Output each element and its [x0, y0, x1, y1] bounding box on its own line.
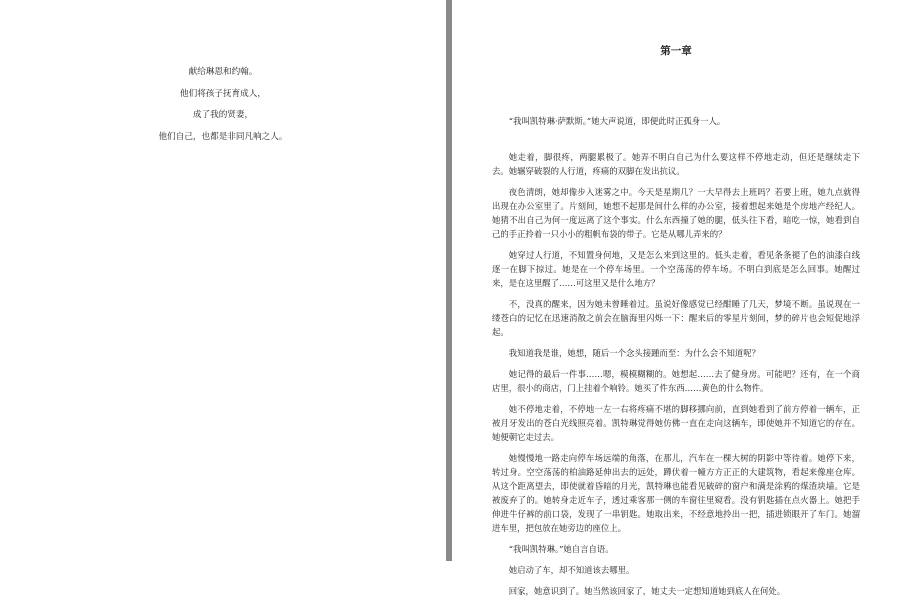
right-page: [452, 0, 900, 596]
paragraph: 她慢慢地一路走向停车场远端的角落，在那儿，汽车在一棵大树的阴影中等待着。她停下来，转过身。空空荡荡的柏油路延伸出去的远处，蹲伏着一幢方方正正的大建筑物，看起来像座仓库。从这个距离望去，即使就着昏暗的月光，凯特琳也能看见破碎的窗户和满是涂鸦的煤渣块墙。它是被废弃了的。她转身走近车子，透过乘客那一侧的车窗往里窥看。没有钥匙插在点火器上。她把手伸进牛仔裤的前口袋，发现了一串钥匙。她取出来，不经意地拎出一把，插进锁眼开了车门。她溜进车里，把包放在她旁边的座位上。: [492, 453, 860, 533]
chapter-body: [492, 114, 860, 605]
paragraph: 我知道我是谁，她想，随后一个念头接踵而至：为什么会不知道呢？: [508, 348, 761, 358]
paragraph: 回家，她意识到了。她当然该回家了，她丈夫一定想知道她到底人在何处。: [508, 586, 786, 596]
left-page: [0, 0, 446, 561]
paragraph: 她走着，脚很疼，两腿累极了。她弄不明白自己为什么要这样不停地走动，但还是继续走下去。她辗穿破裂的人行道，疼痛的双脚在发出抗议。: [492, 152, 860, 176]
paragraph: 夜色清朗，她却像步入迷雾之中。今天是星期几？一大早得去上班吗？若要上班，她九点就得出现在办公室里了。片刻间，她想不起那是间什么样的办公室，接着想起来她是个房地产经纪人。她猜不出自己为何一度远离了这个事实。什么东西撞了她的腿，低头往下看，暗吃一惊，她看到自己的手正拎着一只小小的粗帆布袋的带子。它是从哪儿弄来的？: [492, 187, 860, 239]
paragraph: 她不停地走着，不停地一左一右将疼痛不堪的脚移挪向前，直到她看到了前方停着一辆车，正被月牙发出的苍白光线照亮着。凯特琳觉得她仿佛一直在走向这辆车，即使她并不知道它的存在。她便朝它走过去。: [492, 404, 860, 442]
dedication: [0, 62, 446, 148]
paragraph: 她记得的最后一件事……嗯，模模糊糊的。她想起……去了健身房。可能吧？还有，在一个商店里，很小的商店，门上挂着个响铃。她买了件东西……黄色的什么物件。: [492, 369, 860, 393]
dedication-line: 他们将孩子抚育成人，: [180, 88, 266, 99]
paragraph: 不，没真的醒来，因为她未曾睡着过。虽说好像感觉已经酣睡了几天，梦境不断。虽说现在一缕苍白的记忆在迅速消散之前会在脑海里闪烁一下：醒来后的零星片刻间，梦的碎片也会短促地浮起。: [492, 299, 860, 337]
dedication-line: 他们自己，也都是非同凡响之人。: [158, 131, 288, 142]
dedication-line: 献给琳恩和约翰。: [188, 67, 258, 77]
paragraph: 她启动了车，却不知道该去哪里。: [508, 565, 635, 575]
dedication-line: 成了我的贤妻，: [192, 110, 254, 120]
paragraph: “我叫凯特琳。”她自言自语。: [508, 544, 614, 554]
paragraph: 她穿过人行道，不知置身何地，又是怎么来到这里的。低头走着，看见条条褪了色的油漆白线逐一在脚下掠过。她是在一个停车场里。一个空荡荡的停车场。不明白到底是怎么回事。她醒过来，是在这里醒了……可这里又是什么地方？: [492, 250, 860, 288]
paragraph: “我叫凯特琳·萨默斯。”她大声说道，即便此时正孤身一人。: [508, 116, 726, 126]
chapter-title: 第一章: [660, 45, 692, 57]
